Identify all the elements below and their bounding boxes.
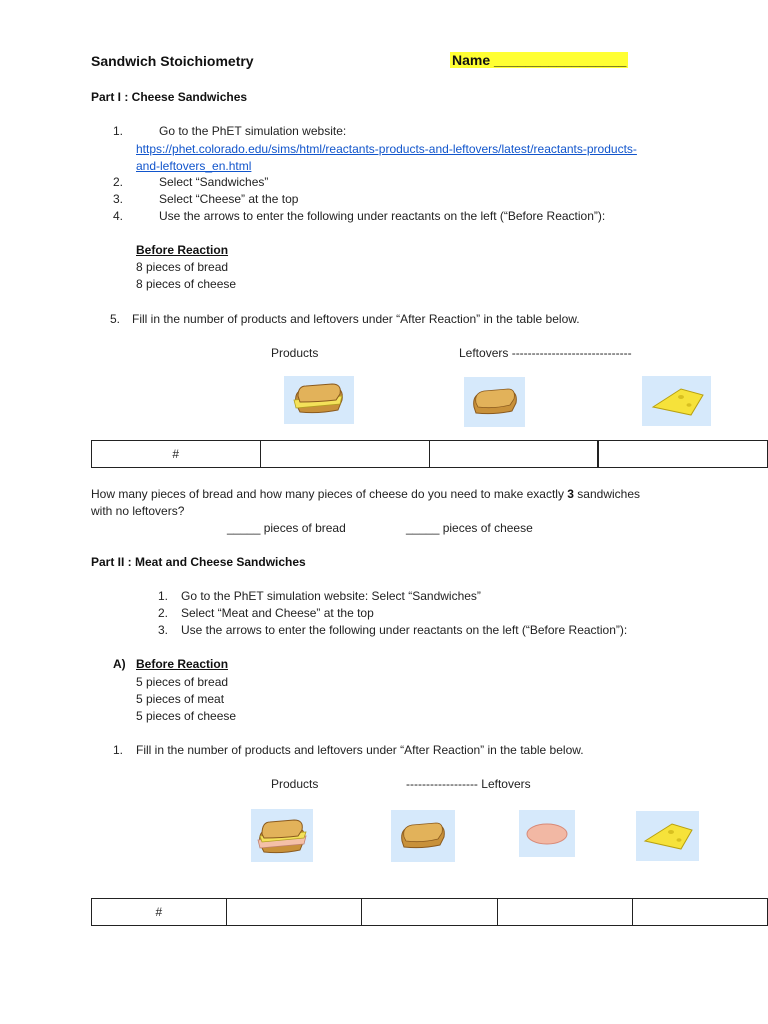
part1-leftovers-label: Leftovers ------------------------------ bbox=[459, 346, 632, 360]
step-number: 1. bbox=[113, 124, 124, 138]
step-number: 2. bbox=[158, 606, 169, 620]
question-number: 3 bbox=[567, 487, 574, 501]
part2-reactant-meat: 5 pieces of meat bbox=[136, 692, 225, 706]
part2-fill-step bbox=[113, 743, 584, 757]
table-row bbox=[92, 899, 768, 926]
part2-reactant-bread: 5 pieces of bread bbox=[136, 675, 229, 689]
step-number: 4. bbox=[113, 209, 124, 223]
part2-before-reaction-heading: Before Reaction bbox=[136, 657, 229, 671]
step-text: Select “Sandwiches” bbox=[159, 175, 269, 189]
question-text: How many pieces of bread and how many pieces of cheese do you need to make exactly bbox=[91, 487, 568, 501]
question-text: sandwiches bbox=[573, 487, 641, 501]
step-number: 2. bbox=[113, 175, 124, 189]
part2-step-2 bbox=[158, 606, 374, 620]
table-cell-input[interactable] bbox=[362, 899, 498, 926]
part1-reactant-cheese: 8 pieces of cheese bbox=[136, 277, 237, 291]
step-text: Select “Cheese” at the top bbox=[159, 192, 299, 206]
phet-link-line1[interactable]: https://phet.colorado.edu/sims/html/reactants-products-and-leftovers/latest/reactants-products- bbox=[136, 142, 637, 156]
meat-slice-icon bbox=[519, 810, 575, 857]
step-text: Use the arrows to enter the following under reactants on the left (“Before Reaction”): bbox=[181, 623, 628, 637]
step-number: 5. bbox=[110, 312, 121, 326]
part1-step-4 bbox=[113, 209, 605, 223]
table-cell-input[interactable] bbox=[633, 899, 768, 926]
cheese-slice-icon bbox=[636, 811, 699, 861]
table-cell-input[interactable] bbox=[497, 899, 633, 926]
cheese-slice-icon bbox=[642, 376, 711, 426]
part1-step-2 bbox=[113, 175, 268, 189]
answer-bread[interactable]: _____ pieces of bread bbox=[227, 521, 346, 535]
cheese-sandwich-icon bbox=[284, 376, 354, 424]
page-title: Sandwich Stoichiometry bbox=[91, 53, 254, 69]
answer-cheese[interactable]: _____ pieces of cheese bbox=[406, 521, 533, 535]
part1-results-table bbox=[91, 440, 768, 468]
part2-reactant-cheese: 5 pieces of cheese bbox=[136, 709, 237, 723]
bread-icon bbox=[464, 377, 525, 427]
part1-question-line2: with no leftovers? bbox=[91, 504, 185, 518]
part1-reactant-bread: 8 pieces of bread bbox=[136, 260, 229, 274]
step-text: Use the arrows to enter the following under reactants on the left (“Before Reaction”): bbox=[159, 209, 606, 223]
section-a-label: A) bbox=[113, 657, 126, 671]
part2-step-3 bbox=[158, 623, 627, 637]
part1-heading: Part I : Cheese Sandwiches bbox=[91, 90, 248, 104]
step-text: Select “Meat and Cheese” at the top bbox=[181, 606, 374, 620]
part2-leftovers-label: ------------------ Leftovers bbox=[406, 777, 531, 791]
phet-link-line2[interactable]: and-leftovers_en.html bbox=[136, 159, 252, 173]
step-number: 3. bbox=[113, 192, 124, 206]
part1-step-5 bbox=[110, 312, 580, 326]
table-row bbox=[92, 441, 768, 468]
table-cell-input[interactable] bbox=[226, 899, 362, 926]
part1-question-line1 bbox=[91, 487, 640, 501]
step-number: 1. bbox=[113, 743, 124, 757]
part1-before-reaction-heading: Before Reaction bbox=[136, 243, 229, 257]
part2-heading: Part II : Meat and Cheese Sandwiches bbox=[91, 555, 306, 569]
table-cell-input[interactable] bbox=[430, 441, 599, 468]
part2-products-label: Products bbox=[271, 777, 319, 791]
step-text: Fill in the number of products and leftovers under “After Reaction” in the table below. bbox=[132, 312, 580, 326]
name-field[interactable]: Name _________________ bbox=[452, 52, 627, 68]
part2-step-1 bbox=[158, 589, 481, 603]
part1-step-1 bbox=[113, 124, 346, 138]
bread-icon bbox=[391, 810, 455, 862]
step-text: Fill in the number of products and leftovers under “After Reaction” in the table below. bbox=[136, 743, 584, 757]
table-cell-label: # bbox=[92, 899, 227, 926]
part1-step-3 bbox=[113, 192, 298, 206]
table-cell-label: # bbox=[92, 441, 261, 468]
meat-cheese-sandwich-icon bbox=[251, 809, 313, 862]
phet-link[interactable] bbox=[136, 141, 637, 175]
step-number: 3. bbox=[158, 623, 169, 637]
part1-products-label: Products bbox=[271, 346, 319, 360]
step-text: Go to the PhET simulation website: Select “Sandwiches” bbox=[181, 589, 481, 603]
table-cell-input[interactable] bbox=[260, 441, 429, 468]
step-number: 1. bbox=[158, 589, 169, 603]
step-text: Go to the PhET simulation website: bbox=[159, 124, 347, 138]
part2-results-table bbox=[91, 898, 768, 926]
table-cell-input[interactable] bbox=[598, 441, 767, 468]
